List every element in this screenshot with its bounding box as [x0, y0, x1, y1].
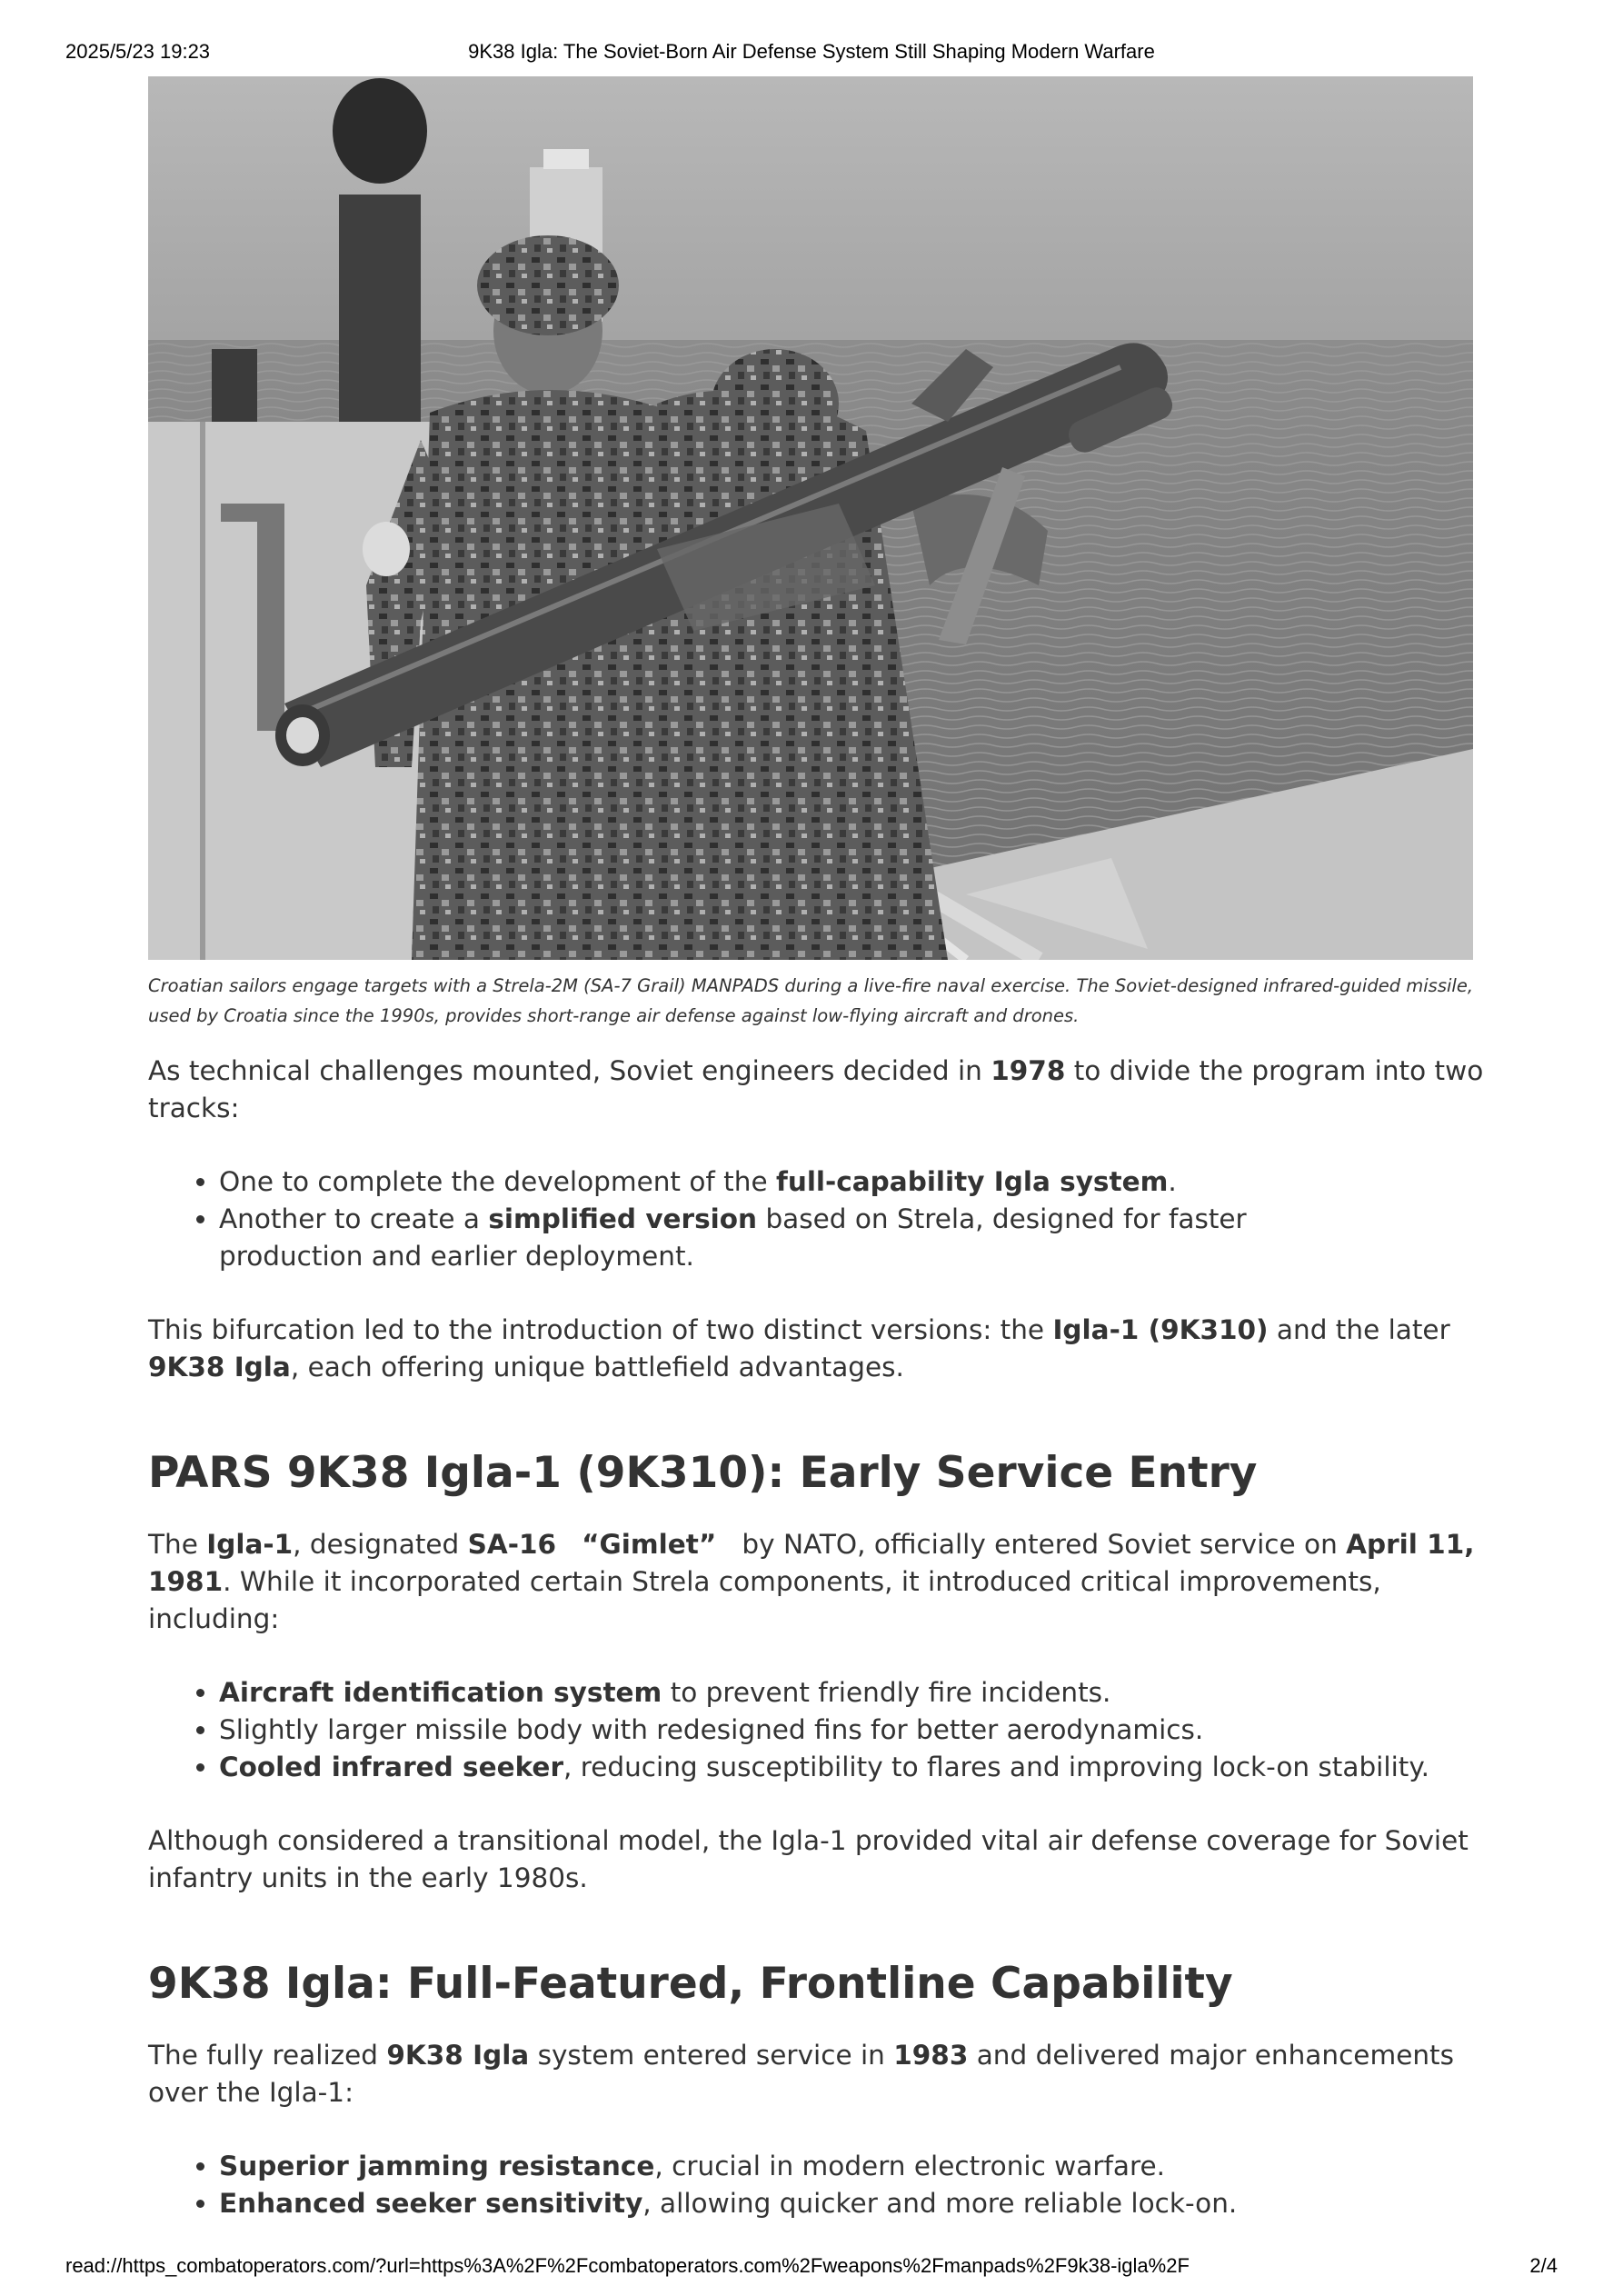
- text-run: This bifurcation led to the introduction of two distinct versions: the: [148, 1314, 1053, 1345]
- print-page-title: 9K38 Igla: The Soviet-Born Air Defense System Still Shaping Modern Warfare: [468, 40, 1155, 63]
- list-item: [219, 2148, 1493, 2185]
- text-run: Another to create a: [219, 1203, 489, 1234]
- list-item: [219, 1712, 1493, 1749]
- list-item: [219, 1201, 1493, 1275]
- page-number: 2/4: [1529, 2254, 1558, 2277]
- bold-text: SA-16: [467, 1529, 557, 1560]
- bold-year-1983: 1983: [893, 2040, 969, 2071]
- text-run: As technical challenges mounted, Soviet engineers decided in: [148, 1055, 991, 1086]
- list-item: [219, 1749, 1493, 1786]
- list-item: [219, 1163, 1493, 1201]
- print-url: read://https_combatoperators.com/?url=https%3A%2F%2Fcombatoperators.com%2Fweapons%2Fmanpads%2F9k38-igla%2F: [65, 2254, 1190, 2277]
- text-run: , designated: [293, 1529, 468, 1560]
- bold-text: Cooled infrared seeker: [219, 1752, 563, 1782]
- text-run: , crucial in modern electronic warfare.: [654, 2151, 1165, 2181]
- text-run: . While it incorporated certain Strela components, it introduced critical improvements, including:: [148, 1566, 1381, 1634]
- article-content: [148, 971, 1493, 2259]
- list-igla-1-improvements: [148, 1674, 1493, 1786]
- paragraph-igla-1: [148, 1526, 1493, 1638]
- text-run: , allowing quicker and more reliable lock-on.: [642, 2188, 1238, 2219]
- text-run: system entered service in: [529, 2040, 894, 2071]
- bold-text: 9K38 Igla: [386, 2040, 530, 2071]
- heading-igla: 9K38 Igla: Full-Featured, Frontline Capability: [148, 1959, 1233, 2009]
- text-run: The fully realized: [148, 2040, 387, 2071]
- bold-text: Aircraft identification system: [219, 1677, 662, 1708]
- text-run: One to complete the development of the: [219, 1166, 776, 1197]
- bold-year-1978: 1978: [991, 1055, 1066, 1086]
- list-item: [219, 2185, 1493, 2222]
- paragraph-bifurcation: [148, 1312, 1493, 1386]
- text-run: based on Strela, designed for faster production and earlier deployment.: [219, 1203, 1247, 1272]
- text-run: , each offering unique battlefield advantages.: [290, 1352, 904, 1383]
- bold-text: “Gimlet”: [582, 1529, 717, 1560]
- print-datetime: 2025/5/23 19:23: [65, 40, 211, 63]
- text-run: by NATO, officially entered Soviet service on: [733, 1529, 1347, 1560]
- print-header: [65, 40, 1558, 71]
- article-photo: [148, 76, 1473, 960]
- print-footer: [65, 2254, 1558, 2285]
- bold-text: Igla-1 (9K310): [1052, 1314, 1269, 1345]
- text-run: to divide the program into two tracks:: [148, 1055, 1484, 1123]
- bold-text: full-capability Igla system: [775, 1166, 1169, 1197]
- paragraph-transitional: Although considered a transitional model, the Igla-1 provided vital air defense coverage for Soviet infantry units in the early 1980s.: [148, 1825, 1469, 1893]
- text-run: .: [1168, 1166, 1177, 1197]
- bold-text: simplified version: [488, 1203, 758, 1234]
- photo-caption: Croatian sailors engage targets with a Strela-2M (SA-7 Grail) MANPADS during a live-fire naval exercise. The Soviet-designed infrared-guided missile, used by Croatia since the 1990s, provides short-range air defense against low-flying aircraft and drones.: [148, 975, 1474, 1026]
- list-tracks: [148, 1163, 1493, 1275]
- bold-text: 9K38 Igla: [148, 1352, 291, 1383]
- text-run: , reducing susceptibility to flares and improving lock-on stability.: [563, 1752, 1429, 1782]
- text-run: and delivered major enhancements over the Igla-1:: [148, 2040, 1454, 2108]
- list-igla-enhancements: [148, 2148, 1493, 2222]
- bold-text: Enhanced seeker sensitivity: [219, 2188, 643, 2219]
- heading-igla-1: PARS 9K38 Igla-1 (9K310): Early Service Entry: [148, 1448, 1258, 1498]
- bold-text: Superior jamming resistance: [219, 2151, 655, 2181]
- bold-text: Igla-1: [206, 1529, 294, 1560]
- bold-text: April 11, 1981: [148, 1529, 1475, 1597]
- paragraph-igla: [148, 2037, 1493, 2111]
- list-item: [219, 1674, 1493, 1712]
- text-run: The: [148, 1529, 207, 1560]
- text-run: to prevent friendly fire incidents.: [662, 1677, 1111, 1708]
- text-run: and the later: [1268, 1314, 1450, 1345]
- paragraph-program-split: [148, 1053, 1493, 1127]
- text-run: Slightly larger missile body with redesigned fins for better aerodynamics.: [219, 1714, 1204, 1745]
